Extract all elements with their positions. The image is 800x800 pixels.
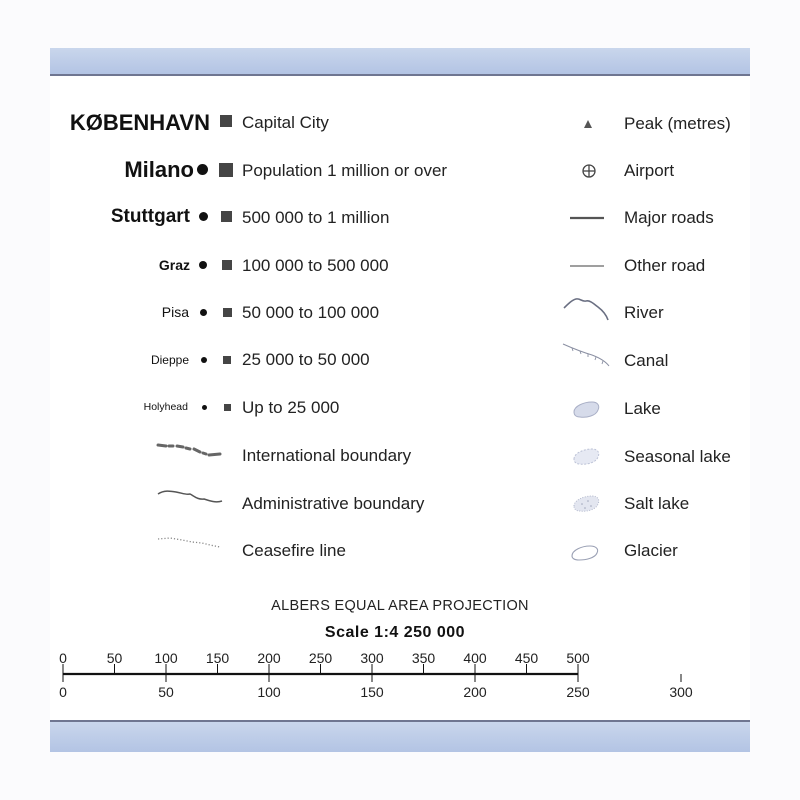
scale-label-top: 350 [411,650,436,666]
scale-label-bottom: 250 [566,684,590,700]
other-road-icon [562,252,610,280]
city-name-50k: Pisa [161,304,189,320]
seasonal-lake-icon [562,443,610,471]
label-500k: 500 000 to 1 million [242,208,390,227]
scale-label-top: 500 [566,650,590,666]
ceasefire-line-icon [150,533,225,557]
city-dot-icon [202,405,207,410]
label-river: River [624,303,664,322]
canal-icon [562,340,610,368]
city-name-1m-plus: Milano [124,157,194,182]
scale-bar [50,648,750,704]
label-under-25k: Up to 25 000 [242,398,340,417]
city-square-icon [222,260,232,270]
administrative-boundary-icon [150,486,225,510]
label-peak: Peak (metres) [624,114,731,133]
scale-label-top: 150 [205,650,230,666]
glacier-icon [562,538,610,566]
label-canal: Canal [624,351,669,370]
label-salt-lake: Salt lake [624,494,690,513]
scale-title: Scale 1:4 250 000 [324,624,466,641]
scale-label-top: 50 [106,650,123,666]
city-square-icon [223,308,232,317]
city-square-icon [223,356,231,364]
city-dot-icon [200,309,207,316]
city-name-under-25k: Holyhead [143,401,188,413]
label-glacier: Glacier [624,541,678,560]
projection-name: ALBERS EQUAL AREA PROJECTION [271,598,529,614]
city-name-500k: Stuttgart [110,206,190,227]
city-square-icon [219,163,233,177]
city-dot-icon [197,164,208,175]
scale-label-top: 450 [514,650,539,666]
map-frame-bottom [50,720,750,752]
scale-label-top: 200 [257,650,281,666]
scale-label-top: 250 [308,650,333,666]
city-name-100k: Graz [158,257,190,273]
city-name-capital: KØBENHAVN [69,110,210,135]
label-major-roads: Major roads [624,208,714,227]
major-road-icon [562,204,610,232]
scale-label-top: 0 [59,650,67,666]
scale-label-top: 400 [463,650,487,666]
lake-icon [562,396,610,424]
city-dot-icon [201,357,207,363]
scale-label-bottom: 200 [463,684,487,700]
city-dot-icon [199,261,207,269]
scale-label-bottom: 150 [360,684,384,700]
salt-lake-icon [562,490,610,518]
airport-icon [562,157,610,185]
scale-label-bottom: 300 [669,684,693,700]
label-international-boundary: International boundary [242,446,412,465]
bottom-margin [0,752,800,800]
label-25k: 25 000 to 50 000 [242,350,370,369]
map-frame-top [50,48,750,76]
scale-label-bottom: 0 [59,684,67,700]
scale-label-top: 100 [154,650,178,666]
label-100k: 100 000 to 500 000 [242,256,389,275]
label-ceasefire-line: Ceasefire line [242,541,346,560]
label-airport: Airport [624,161,675,180]
peak-icon [562,110,610,138]
label-50k: 50 000 to 100 000 [242,303,380,322]
label-1m-plus: Population 1 million or over [242,161,448,180]
top-margin [0,0,800,48]
river-icon [562,294,610,322]
scale-label-bottom: 50 [158,684,174,700]
city-name-25k: Dieppe [150,353,189,367]
scale-label-bottom: 100 [257,684,281,700]
label-seasonal-lake: Seasonal lake [624,447,731,466]
label-other-road: Other road [624,256,706,275]
city-dot-icon [199,212,208,221]
city-square-icon [221,211,232,222]
scale-label-top: 300 [360,650,384,666]
label-administrative-boundary: Administrative boundary [242,494,425,513]
capital-square-icon [220,115,232,127]
international-boundary-icon [150,440,225,464]
city-square-icon [224,404,231,411]
label-capital-city: Capital City [242,113,329,132]
label-lake: Lake [624,399,661,418]
